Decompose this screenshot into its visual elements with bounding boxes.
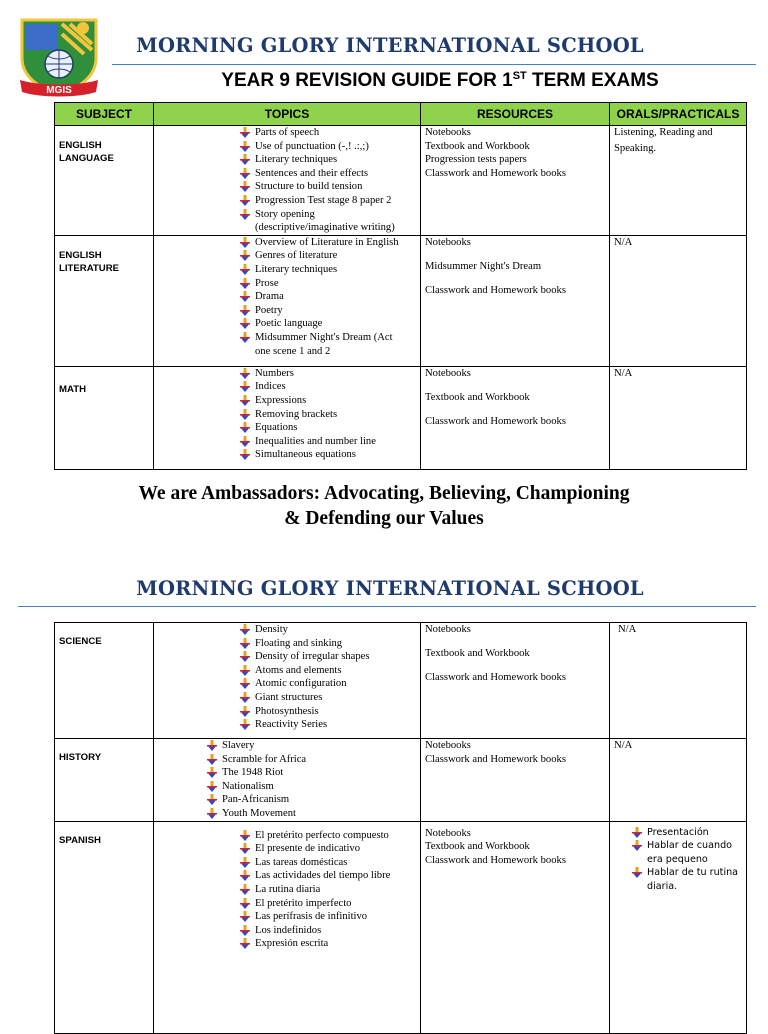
list-item: Atomic configuration: [238, 677, 420, 691]
table-row: [55, 126, 747, 236]
resources-cell: Notebooks Textbook and Workbook Classwork and Homework books: [421, 623, 610, 739]
list-item: Nationalism: [205, 780, 420, 794]
arrow-bullet-icon: [207, 808, 217, 819]
resources-cell: Notebooks Textbook and Workbook Classwork and Homework books: [421, 821, 610, 1033]
list-item: Los indefinidos: [238, 924, 420, 938]
list-item: Giant structures: [238, 691, 420, 705]
arrow-bullet-icon: [240, 624, 250, 635]
list-item: Parts of speech: [238, 126, 420, 140]
orals-cell: N/A: [610, 235, 747, 366]
table-row: [55, 739, 747, 822]
orals-cell: N/A: [610, 366, 747, 469]
arrow-bullet-icon: [240, 154, 250, 165]
arrow-bullet-icon: [240, 830, 250, 841]
topics-cell: [154, 126, 421, 236]
resources-cell: Notebooks Textbook and Workbook Classwork and Homework books: [421, 366, 610, 469]
header-rule: [18, 606, 756, 607]
table-row: [55, 623, 747, 739]
arrow-bullet-icon: [207, 754, 217, 765]
list-item: Removing brackets: [238, 408, 420, 422]
list-item: Reactivity Series: [238, 718, 420, 732]
arrow-bullet-icon: [240, 692, 250, 703]
arrow-bullet-icon: [240, 422, 250, 433]
revision-table-1: [54, 102, 747, 470]
arrow-bullet-icon: [240, 925, 250, 936]
list-item: Progression Test stage 8 paper 2: [238, 194, 420, 208]
arrow-bullet-icon: [632, 840, 642, 851]
topics-cell: [154, 366, 421, 469]
list-item: Sentences and their effects: [238, 167, 420, 181]
arrow-bullet-icon: [240, 678, 250, 689]
list-item: Story opening (descriptive/imaginative writing): [238, 208, 420, 235]
list-item: Drama: [238, 290, 420, 304]
orals-cell: [610, 821, 747, 1033]
list-item: Floating and sinking: [238, 637, 420, 651]
list-item: Simultaneous equations: [238, 448, 420, 462]
motto: We are Ambassadors: Advocating, Believing, Championing & Defending our Values: [138, 483, 630, 529]
list-item: Expresión escrita: [238, 937, 420, 951]
arrow-bullet-icon: [207, 767, 217, 778]
header-rule: [112, 64, 756, 65]
subject-cell: SPANISH: [55, 821, 154, 1033]
list-item: Inequalities and number line: [238, 435, 420, 449]
resources-cell: Notebooks Classwork and Homework books: [421, 739, 610, 822]
arrow-bullet-icon: [632, 867, 642, 878]
school-name: MORNING GLORY INTERNATIONAL SCHOOL: [136, 34, 644, 57]
school-logo: [18, 14, 100, 98]
subject-cell: MATH: [55, 366, 154, 469]
arrow-bullet-icon: [240, 141, 250, 152]
list-item: Youth Movement: [205, 807, 420, 821]
arrow-bullet-icon: [240, 291, 250, 302]
arrow-bullet-icon: [207, 781, 217, 792]
subject-cell: ENGLISH LANGUAGE: [55, 126, 154, 236]
list-item: Las tareas domésticas: [238, 856, 420, 870]
table-row: [55, 821, 747, 1033]
arrow-bullet-icon: [240, 665, 250, 676]
arrow-bullet-icon: [240, 395, 250, 406]
list-item: El pretérito imperfecto: [238, 897, 420, 911]
list-item: El presente de indicativo: [238, 842, 420, 856]
topics-cell: [154, 821, 421, 1033]
arrow-bullet-icon: [240, 195, 250, 206]
arrow-bullet-icon: [240, 168, 250, 179]
list-item: Density: [238, 623, 420, 637]
arrow-bullet-icon: [240, 638, 250, 649]
list-item: Slavery: [205, 739, 420, 753]
list-item: Literary techniques: [238, 153, 420, 167]
list-item: Overview of Literature in English: [238, 236, 420, 250]
topics-cell: [154, 623, 421, 739]
page-title: YEAR 9 REVISION GUIDE FOR 1ST TERM EXAMS: [221, 70, 659, 91]
logo-text: MGIS: [46, 85, 72, 96]
resources-cell: Notebooks Midsummer Night's Dream Classwork and Homework books: [421, 235, 610, 366]
arrow-bullet-icon: [240, 127, 250, 138]
subject-cell: ENGLISH LITERATURE: [55, 235, 154, 366]
table-row: [55, 235, 747, 366]
col-header-orals: ORALS/PRACTICALS: [610, 103, 747, 126]
list-item: El pretérito perfecto compuesto: [238, 829, 420, 843]
list-item: Structure to build tension: [238, 180, 420, 194]
list-item: Las actividades del tiempo libre: [238, 869, 420, 883]
arrow-bullet-icon: [240, 209, 250, 220]
orals-cell: Listening, Reading and Speaking.: [610, 126, 747, 236]
arrow-bullet-icon: [240, 843, 250, 854]
list-item: Indices: [238, 380, 420, 394]
col-header-resources: RESOURCES: [421, 103, 610, 126]
arrow-bullet-icon: [240, 237, 250, 248]
list-item: Numbers: [238, 367, 420, 381]
list-item: Literary techniques: [238, 263, 420, 277]
col-header-topics: TOPICS: [154, 103, 421, 126]
list-item: Hablar de cuando era pequeno: [630, 839, 746, 866]
list-item: Expressions: [238, 394, 420, 408]
arrow-bullet-icon: [240, 409, 250, 420]
arrow-bullet-icon: [240, 250, 250, 261]
list-item: Equations: [238, 421, 420, 435]
arrow-bullet-icon: [240, 938, 250, 949]
table-row: [55, 366, 747, 469]
arrow-bullet-icon: [240, 264, 250, 275]
list-item: The 1948 Riot: [205, 766, 420, 780]
topics-cell: [154, 235, 421, 366]
arrow-bullet-icon: [240, 706, 250, 717]
list-item: Atoms and elements: [238, 664, 420, 678]
arrow-bullet-icon: [240, 719, 250, 730]
col-header-subject: SUBJECT: [55, 103, 154, 126]
arrow-bullet-icon: [240, 332, 250, 343]
arrow-bullet-icon: [240, 181, 250, 192]
subject-cell: SCIENCE: [55, 623, 154, 739]
list-item: Poetry: [238, 304, 420, 318]
arrow-bullet-icon: [240, 449, 250, 460]
arrow-bullet-icon: [240, 436, 250, 447]
arrow-bullet-icon: [240, 898, 250, 909]
list-item: Hablar de tu rutina diaria.: [630, 866, 746, 893]
school-name-repeat: MORNING GLORY INTERNATIONAL SCHOOL: [136, 577, 644, 600]
list-item: Scramble for Africa: [205, 753, 420, 767]
arrow-bullet-icon: [207, 794, 217, 805]
arrow-bullet-icon: [240, 381, 250, 392]
table-header-row: [55, 103, 747, 126]
arrow-bullet-icon: [240, 278, 250, 289]
arrow-bullet-icon: [240, 857, 250, 868]
list-item: Poetic language: [238, 317, 420, 331]
subject-cell: HISTORY: [55, 739, 154, 822]
list-item: Prose: [238, 277, 420, 291]
list-item: Density of irregular shapes: [238, 650, 420, 664]
list-item: Photosynthesis: [238, 705, 420, 719]
arrow-bullet-icon: [240, 368, 250, 379]
topics-cell: [154, 739, 421, 822]
list-item: Pan-Africanism: [205, 793, 420, 807]
orals-cell: N/A: [610, 623, 747, 739]
arrow-bullet-icon: [240, 870, 250, 881]
arrow-bullet-icon: [240, 318, 250, 329]
arrow-bullet-icon: [632, 827, 642, 838]
list-item: Genres of literature: [238, 249, 420, 263]
list-item: Use of punctuation (-,! .:,;): [238, 140, 420, 154]
orals-cell: N/A: [610, 739, 747, 822]
revision-table-2: [54, 622, 747, 1034]
arrow-bullet-icon: [240, 911, 250, 922]
list-item: La rutina diaria: [238, 883, 420, 897]
arrow-bullet-icon: [240, 305, 250, 316]
list-item: Midsummer Night's Dream (Act one scene 1 and 2: [238, 331, 420, 358]
list-item: Las perífrasis de infinitivo: [238, 910, 420, 924]
arrow-bullet-icon: [240, 884, 250, 895]
list-item: Presentación: [630, 826, 746, 840]
arrow-bullet-icon: [240, 651, 250, 662]
resources-cell: Notebooks Textbook and Workbook Progression tests papers Classwork and Homework books: [421, 126, 610, 236]
arrow-bullet-icon: [207, 740, 217, 751]
